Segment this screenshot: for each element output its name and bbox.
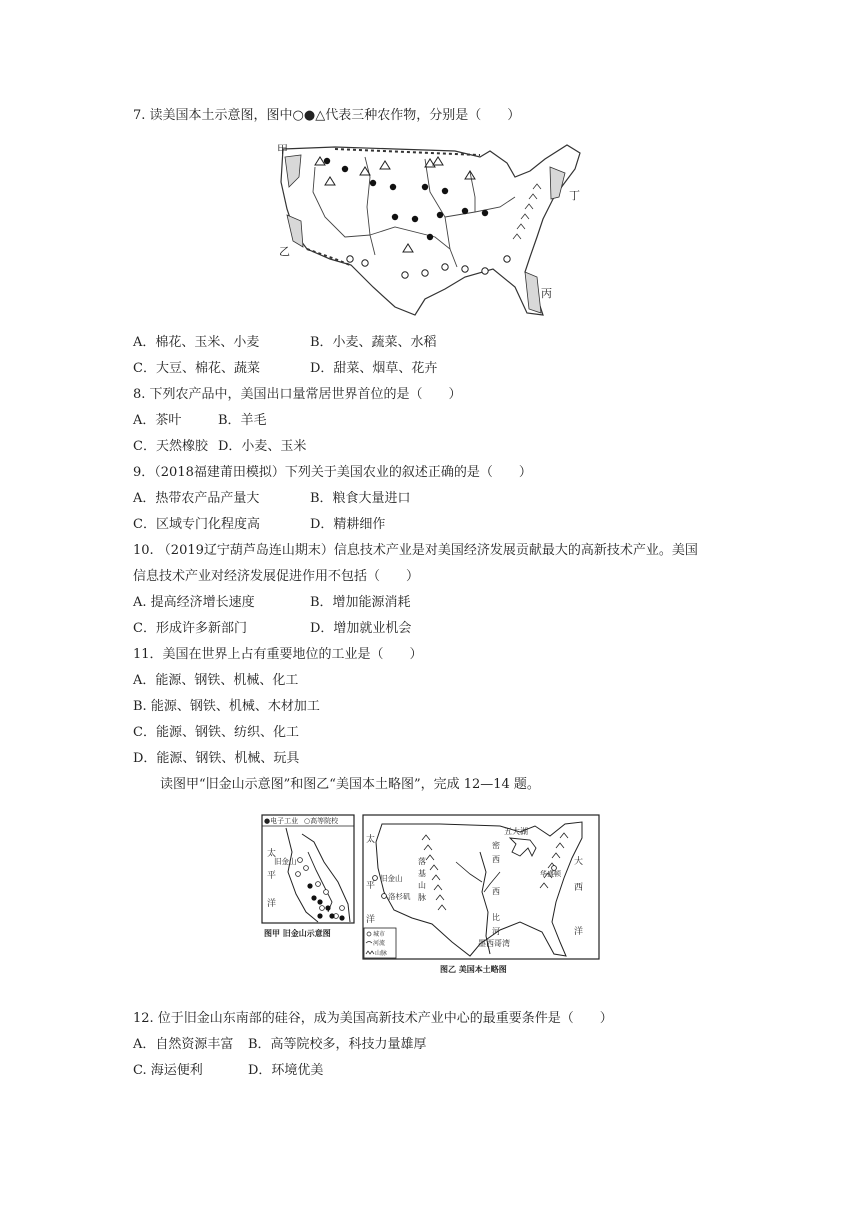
fig-yi-miss-4: 比 (492, 913, 500, 922)
q10-option-d: D．增加就业机会 (310, 621, 412, 636)
q8-stem: 8. 下列农产品中，美国出口量常居世界首位的是（ ） (133, 387, 462, 402)
fig-yi-dc: 华盛顿 (540, 870, 561, 878)
fig-yi-atlantic-2: 西 (574, 883, 584, 893)
q7-option-a: A．棉花、玉米、小麦 (133, 335, 260, 350)
fig-yi-legend-city: 城市 (373, 931, 386, 938)
fig-yi-legend-mountain: 山脉 (375, 950, 388, 957)
legend-electronics: ●电子工业 (264, 817, 299, 825)
fig-yi-caption: 图乙 美国本土略图 (440, 965, 507, 974)
q12-option-d: D．环境优美 (248, 1063, 324, 1078)
q10-stem-line1: 10. （2019辽宁葫芦岛连山期末）信息技术产业是对美国经济发展贡献最大的高新技术产业。美国 (133, 543, 698, 558)
q9-option-a: A．热带农产品产量大 (133, 491, 260, 506)
q12-option-a: A．自然资源丰富 (133, 1037, 234, 1052)
q9-stem: 9．（2018福建莆田模拟）下列关于美国农业的叙述正确的是（ ） (133, 465, 532, 480)
q11-option-c: C．能源、钢铁、纺织、化工 (133, 725, 299, 740)
fig-yi-rocky-4: 脉 (418, 893, 426, 902)
fig-yi-ping: 平 (366, 881, 376, 891)
q10-stem-line2: 信息技术产业对经济发展促进作用不包括（ ） (133, 569, 420, 584)
q8-option-c: C．天然橡胶 (133, 439, 208, 454)
q12-stem: 12. 位于旧金山东南部的硅谷，成为美国高新技术产业中心的最重要条件是（ ） (133, 1011, 613, 1026)
fig-yi-sf: 旧金山 (380, 874, 403, 883)
map-label-yi: 乙 (279, 245, 290, 258)
q10-option-c: C．形成许多新部门 (133, 621, 247, 636)
fig-yi-miss-5: 河 (492, 927, 500, 936)
legend-college: ○高等院校 (304, 817, 339, 825)
fig-yi-great-lakes: 五大湖 (504, 827, 528, 836)
fig-jia-caption: 图甲 旧金山示意图 (264, 929, 331, 938)
fig-jia-yang: 洋 (267, 899, 277, 909)
fig-yi-atlantic-3: 洋 (574, 927, 584, 937)
q8-option-b: B．羊毛 (218, 413, 267, 428)
fig-yi-miss-1: 密 (492, 841, 500, 850)
q9-option-d: D．精耕细作 (310, 517, 386, 532)
fig-yi-rocky-1: 落 (418, 857, 426, 866)
q11-stem: 11．美国在世界上占有重要地位的工业是（ ） (133, 647, 423, 662)
fig-jia-tai: 太 (267, 849, 277, 859)
q12-option-b: B．高等院校多，科技力量雄厚 (248, 1037, 427, 1052)
fig-jia-city: 旧金山 (274, 857, 297, 866)
fig-yi-legend-river: 河流 (373, 940, 386, 947)
q10-option-a: A. 提高经济增长速度 (133, 595, 255, 610)
q7-stem: 7. 读美国本土示意图，图中○●△代表三种农作物，分别是（ ） (133, 108, 521, 123)
map-label-ding: 丁 (569, 189, 580, 202)
map-label-bing: 丙 (541, 287, 552, 300)
q8-option-d: D．小麦、玉米 (218, 439, 307, 454)
fig-yi-gulf: 墨西哥湾 (478, 939, 510, 948)
q7-option-c: C．大豆、棉花、蔬菜 (133, 361, 260, 376)
q11-option-a: A．能源、钢铁、机械、化工 (133, 673, 299, 688)
q7-option-b: B．小麦、蔬菜、水稻 (310, 335, 437, 350)
fig-yi-rocky-3: 山 (418, 881, 426, 890)
q10-option-b: B．增加能源消耗 (310, 595, 411, 610)
q7-us-crop-map (275, 137, 590, 322)
fig-yi-miss-3: 西 (492, 887, 500, 896)
fig-yi-rocky-2: 基 (418, 869, 426, 878)
fig-yi-miss-2: 西 (492, 855, 500, 864)
map-label-jia: 甲 (277, 143, 288, 156)
fig-yi-tai: 太 (366, 835, 376, 845)
fig-yi-yang: 洋 (366, 915, 376, 925)
q7-option-d: D．甜菜、烟草、花卉 (310, 361, 438, 376)
q9-option-b: B．粮食大量进口 (310, 491, 411, 506)
fig-jia-san-francisco-map (258, 812, 358, 942)
q11-option-d: D．能源、钢铁、机械、玩具 (133, 751, 300, 766)
fig-yi-la: 洛杉矶 (388, 892, 411, 901)
q12-option-c: C. 海运便利 (133, 1063, 203, 1078)
intro-text: 读图甲“旧金山示意图”和图乙“美国本土略图”，完成 12—14 题。 (160, 777, 540, 792)
q8-option-a: A．茶叶 (133, 413, 182, 428)
q9-option-c: C．区域专门化程度高 (133, 517, 260, 532)
q11-option-b: B. 能源、钢铁、机械、木材加工 (133, 699, 320, 714)
fig-yi-us-map (360, 812, 602, 980)
fig-yi-atlantic-1: 大 (574, 857, 584, 867)
fig-jia-ping: 平 (267, 871, 277, 881)
